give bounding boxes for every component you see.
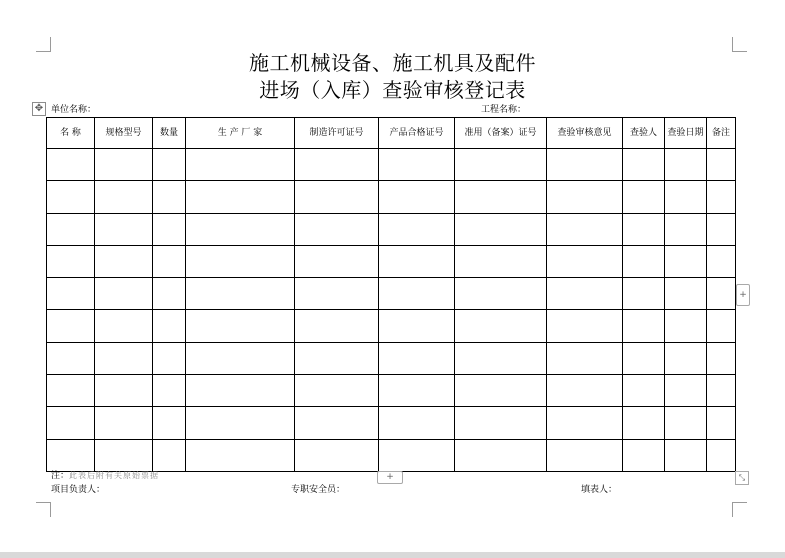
table-cell-license[interactable]	[295, 278, 379, 310]
table-cell-certificate[interactable]	[379, 181, 455, 213]
table-cell-license[interactable]	[295, 439, 379, 471]
table-cell-permit[interactable]	[455, 149, 547, 181]
table-cell-remarks[interactable]	[707, 213, 736, 245]
table-cell-qty[interactable]	[153, 310, 186, 342]
table-cell-manufacturer[interactable]	[186, 245, 295, 277]
table-row	[47, 407, 736, 439]
table-cell-date[interactable]	[665, 439, 707, 471]
header-spec[interactable]: 规格型号	[95, 118, 153, 149]
header-date[interactable]: 查验日期	[665, 118, 707, 149]
table-cell-remarks[interactable]	[707, 439, 736, 471]
header-certificate[interactable]: 产品合格证号	[379, 118, 455, 149]
table-cell-date[interactable]	[665, 407, 707, 439]
table-cell-inspector[interactable]	[623, 245, 665, 277]
table-cell-qty[interactable]	[153, 407, 186, 439]
table-cell-license[interactable]	[295, 342, 379, 374]
table-cell-review[interactable]	[547, 245, 623, 277]
table-cell-name[interactable]	[47, 375, 95, 407]
table-cell-certificate[interactable]	[379, 278, 455, 310]
table-cell-manufacturer[interactable]	[186, 342, 295, 374]
table-header-row	[47, 118, 736, 149]
table-cell-date[interactable]	[665, 149, 707, 181]
table-cell-certificate[interactable]	[379, 375, 455, 407]
table-cell-inspector[interactable]	[623, 310, 665, 342]
table-cell-permit[interactable]	[455, 181, 547, 213]
table-cell-permit[interactable]	[455, 310, 547, 342]
table-cell-date[interactable]	[665, 310, 707, 342]
table-cell-license[interactable]	[295, 407, 379, 439]
header-remarks[interactable]: 备注	[707, 118, 736, 149]
table-cell-permit[interactable]	[455, 407, 547, 439]
table-cell-inspector[interactable]	[623, 278, 665, 310]
table-cell-inspector[interactable]	[623, 149, 665, 181]
table-cell-date[interactable]	[665, 375, 707, 407]
table-cell-review[interactable]	[547, 439, 623, 471]
table-cell-review[interactable]	[547, 149, 623, 181]
table-cell-license[interactable]	[295, 375, 379, 407]
table-cell-spec[interactable]	[95, 245, 153, 277]
table-move-handle-icon[interactable]: ✥	[32, 102, 46, 116]
table-cell-certificate[interactable]	[379, 407, 455, 439]
table-cell-permit[interactable]	[455, 213, 547, 245]
table-cell-manufacturer[interactable]	[186, 181, 295, 213]
table-cell-qty[interactable]	[153, 181, 186, 213]
bottom-scroll-area	[0, 552, 785, 558]
table-row	[47, 375, 736, 407]
table-cell-manufacturer[interactable]	[186, 439, 295, 471]
table-cell-qty[interactable]	[153, 245, 186, 277]
footnote	[51, 470, 159, 482]
table-row	[47, 310, 736, 342]
table-row	[47, 149, 736, 181]
table-resize-handle-icon[interactable]: ⤡	[735, 471, 749, 485]
table-cell-certificate[interactable]	[379, 245, 455, 277]
header-permit[interactable]: 准用（备案）证号	[455, 118, 547, 149]
table-cell-manufacturer[interactable]	[186, 375, 295, 407]
table-cell-qty[interactable]	[153, 149, 186, 181]
header-qty[interactable]: 数量	[153, 118, 186, 149]
table-cell-permit[interactable]	[455, 278, 547, 310]
table-cell-manufacturer[interactable]	[186, 213, 295, 245]
table-cell-manufacturer[interactable]	[186, 149, 295, 181]
table-cell-remarks[interactable]	[707, 245, 736, 277]
table-cell-certificate[interactable]	[379, 213, 455, 245]
document-title-line-1: 施工机械设备、施工机具及配件	[249, 51, 536, 75]
form-filler-label: 填表人：	[581, 485, 618, 495]
table-row	[47, 278, 736, 310]
table-cell-qty[interactable]	[153, 439, 186, 471]
table-cell-inspector[interactable]	[623, 407, 665, 439]
table-cell-manufacturer[interactable]	[186, 310, 295, 342]
table-cell-date[interactable]	[665, 213, 707, 245]
table-cell-inspector[interactable]	[623, 342, 665, 374]
table-cell-qty[interactable]	[153, 213, 186, 245]
table-cell-remarks[interactable]	[707, 310, 736, 342]
table-cell-certificate[interactable]	[379, 439, 455, 471]
table-cell-inspector[interactable]	[623, 213, 665, 245]
table-cell-review[interactable]	[547, 407, 623, 439]
table-cell-remarks[interactable]	[707, 278, 736, 310]
table-row	[47, 213, 736, 245]
table-cell-license[interactable]	[295, 245, 379, 277]
table-cell-remarks[interactable]	[707, 407, 736, 439]
table-cell-permit[interactable]	[455, 245, 547, 277]
table-row	[47, 181, 736, 213]
table-cell-review[interactable]	[547, 278, 623, 310]
table-cell-qty[interactable]	[153, 342, 186, 374]
table-cell-qty[interactable]	[153, 278, 186, 310]
table-cell-remarks[interactable]	[707, 342, 736, 374]
table-cell-name[interactable]	[47, 245, 95, 277]
table-cell-manufacturer[interactable]	[186, 407, 295, 439]
table-cell-certificate[interactable]	[379, 310, 455, 342]
table-cell-spec[interactable]	[95, 213, 153, 245]
header-license[interactable]: 制造许可证号	[295, 118, 379, 149]
table-cell-name[interactable]	[47, 342, 95, 374]
header-review[interactable]: 查验审核意见	[547, 118, 623, 149]
table-cell-license[interactable]	[295, 181, 379, 213]
table-cell-date[interactable]	[665, 342, 707, 374]
unit-name-label: 单位名称：	[51, 105, 97, 115]
project-manager-label: 项目负责人：	[51, 485, 106, 495]
table-cell-license[interactable]	[295, 213, 379, 245]
table-cell-review[interactable]	[547, 310, 623, 342]
table-cell-permit[interactable]	[455, 375, 547, 407]
table-cell-date[interactable]	[665, 278, 707, 310]
registration-table	[46, 117, 736, 472]
header-name[interactable]: 名 称	[47, 118, 95, 149]
table-cell-name[interactable]	[47, 149, 95, 181]
add-column-button[interactable]: +	[736, 284, 750, 306]
footnote-text: 此表后附有关原始票据	[69, 471, 160, 480]
table-cell-inspector[interactable]	[623, 439, 665, 471]
header-inspector[interactable]: 查验人	[623, 118, 665, 149]
table-cell-spec[interactable]	[95, 149, 153, 181]
page-corner-mark-bottom-right	[732, 502, 747, 517]
table-cell-review[interactable]	[547, 181, 623, 213]
table-cell-spec[interactable]	[95, 439, 153, 471]
page-corner-mark-top-right	[732, 37, 747, 52]
table-cell-certificate[interactable]	[379, 149, 455, 181]
table-cell-remarks[interactable]	[707, 149, 736, 181]
footnote-label: 注：	[51, 471, 70, 481]
table-body	[47, 149, 736, 472]
table-row	[47, 245, 736, 277]
table-cell-manufacturer[interactable]	[186, 278, 295, 310]
page-corner-mark-top-left	[36, 37, 51, 52]
table-cell-date[interactable]	[665, 181, 707, 213]
table-cell-name[interactable]	[47, 213, 95, 245]
table-cell-name[interactable]	[47, 310, 95, 342]
table-cell-name[interactable]	[47, 439, 95, 471]
project-name-label: 工程名称：	[481, 105, 527, 115]
table-cell-remarks[interactable]	[707, 181, 736, 213]
table-cell-date[interactable]	[665, 245, 707, 277]
table-cell-qty[interactable]	[153, 375, 186, 407]
add-row-button[interactable]: +	[377, 471, 403, 484]
table-cell-spec[interactable]	[95, 278, 153, 310]
table-cell-review[interactable]	[547, 213, 623, 245]
table-cell-name[interactable]	[47, 181, 95, 213]
table-cell-name[interactable]	[47, 407, 95, 439]
table-cell-name[interactable]	[47, 278, 95, 310]
table-cell-review[interactable]	[547, 375, 623, 407]
table-cell-permit[interactable]	[455, 439, 547, 471]
table-cell-license[interactable]	[295, 149, 379, 181]
table-cell-certificate[interactable]	[379, 342, 455, 374]
table-cell-inspector[interactable]	[623, 375, 665, 407]
table-cell-permit[interactable]	[455, 342, 547, 374]
table-cell-spec[interactable]	[95, 407, 153, 439]
document-title-line-2: 进场（入库）查验审核登记表	[259, 78, 526, 102]
table-cell-inspector[interactable]	[623, 181, 665, 213]
table-cell-review[interactable]	[547, 342, 623, 374]
table-row	[47, 342, 736, 374]
table-cell-remarks[interactable]	[707, 375, 736, 407]
safety-officer-label: 专职安全员：	[291, 485, 346, 495]
table-cell-spec[interactable]	[95, 181, 153, 213]
table-cell-spec[interactable]	[95, 375, 153, 407]
table-row	[47, 439, 736, 471]
table-cell-spec[interactable]	[95, 310, 153, 342]
page-corner-mark-bottom-left	[36, 502, 51, 517]
header-manufacturer[interactable]: 生 产 厂 家	[186, 118, 295, 149]
table-cell-spec[interactable]	[95, 342, 153, 374]
table-cell-license[interactable]	[295, 310, 379, 342]
